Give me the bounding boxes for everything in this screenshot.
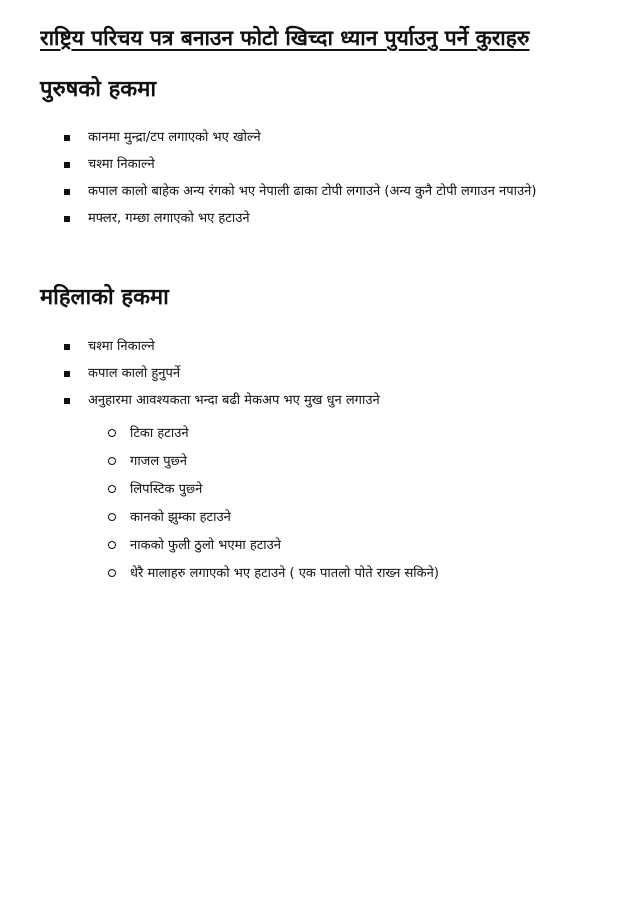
circle-bullet-icon	[108, 485, 116, 493]
women-instructions-list	[64, 336, 594, 417]
circle-bullet-icon	[108, 569, 116, 577]
sublist-item	[108, 507, 588, 529]
document-title: राष्ट्रिय परिचय पत्र बनाउन फोटो खिच्दा ध्यान पुर्याउनु पर्ने कुराहरु	[40, 26, 530, 50]
square-bullet-icon	[64, 344, 70, 350]
square-bullet-icon	[64, 398, 70, 404]
section-heading-men: पुरुषको हकमा	[40, 77, 157, 102]
sublist-item	[108, 535, 588, 557]
men-instructions-list	[64, 127, 594, 235]
sublist-item	[108, 479, 588, 501]
sublist-item-text: धेरै मालाहरु लगाएको भए हटाउने ( एक पातलो पोते राख्न सकिने)	[130, 566, 439, 581]
list-item	[64, 363, 594, 385]
sublist-item	[108, 451, 588, 473]
square-bullet-icon	[64, 135, 70, 141]
list-item	[64, 336, 594, 358]
sublist-item-text: टिका हटाउने	[130, 426, 189, 441]
sublist-item-text: लिपस्टिक पुछ्ने	[130, 482, 203, 497]
makeup-sublist	[108, 423, 588, 591]
list-item-text: चश्मा निकाल्ने	[88, 157, 155, 172]
section-heading-women: महिलाको हकमा	[40, 285, 169, 310]
circle-bullet-icon	[108, 457, 116, 465]
sublist-item-text: नाकको फुली ठुलो भएमा हटाउने	[130, 538, 282, 553]
list-item-text: चश्मा निकाल्ने	[88, 339, 155, 354]
list-item-text: कपाल कालो बाहेक अन्य रंगको भए नेपाली ढाका टोपी लगाउने (अन्य कुनै टोपी लगाउन नपाउने)	[88, 184, 537, 199]
list-item	[64, 154, 594, 176]
square-bullet-icon	[64, 162, 70, 168]
circle-bullet-icon	[108, 513, 116, 521]
square-bullet-icon	[64, 371, 70, 377]
sublist-item-text: कानको झुम्का हटाउने	[130, 510, 231, 525]
sublist-item	[108, 563, 588, 585]
list-item	[64, 208, 594, 230]
list-item-text: कानमा मुन्द्रा/टप लगाएको भए खोल्ने	[88, 130, 261, 145]
list-item	[64, 390, 594, 412]
circle-bullet-icon	[108, 429, 116, 437]
circle-bullet-icon	[108, 541, 116, 549]
sublist-item-text: गाजल पुछ्ने	[130, 454, 187, 469]
list-item-text: मफ्लर, गम्छा लगाएको भए हटाउने	[88, 211, 250, 226]
list-item-text: कपाल कालो हुनुपर्ने	[88, 366, 181, 381]
square-bullet-icon	[64, 216, 70, 222]
list-item	[64, 181, 594, 203]
list-item	[64, 127, 594, 149]
sublist-item	[108, 423, 588, 445]
square-bullet-icon	[64, 189, 70, 195]
list-item-text: अनुहारमा आवश्यकता भन्दा बढी मेकअप भए मुख धुन लगाउने	[88, 393, 380, 408]
